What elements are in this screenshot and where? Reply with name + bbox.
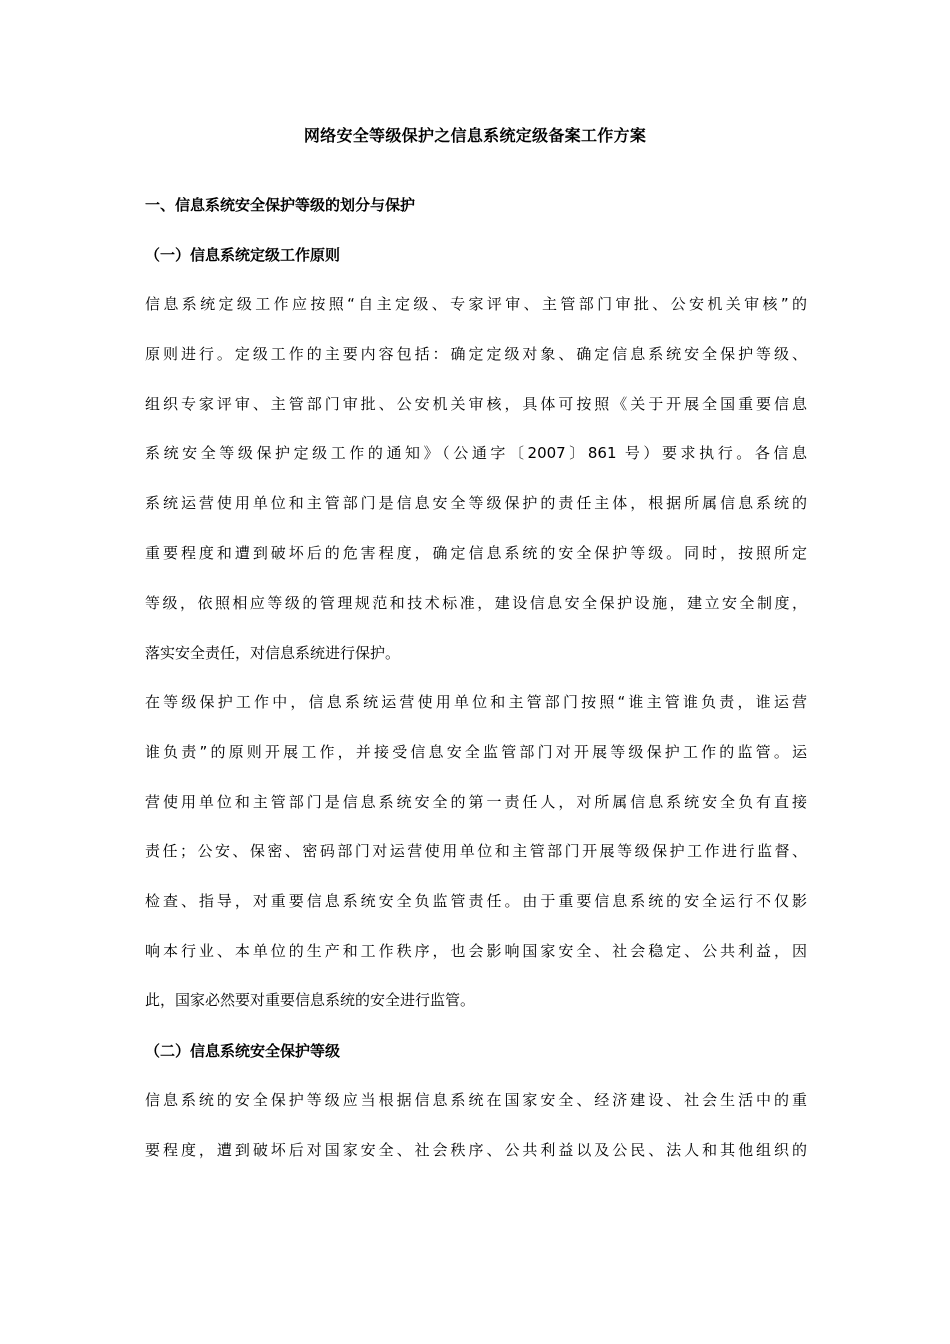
subsection-heading-1: （一）信息系统定级工作原则 bbox=[145, 246, 341, 264]
document-title: 网络安全等级保护之信息系统定级备案工作方案 bbox=[303, 126, 647, 145]
paragraph-line: 重要程度和遭到破坏后的危害程度，确定信息系统的安全保护等级。同时，按照所定 bbox=[145, 544, 807, 562]
paragraph-line: 等级，依照相应等级的管理规范和技术标准，建设信息安全保护设施，建立安全制度， bbox=[145, 594, 807, 612]
section-heading-1: 一、信息系统安全保护等级的划分与保护 bbox=[145, 196, 416, 214]
paragraph-line: 响本行业、本单位的生产和工作秩序，也会影响国家安全、社会稳定、公共利益，因 bbox=[145, 942, 807, 960]
paragraph-line: 系统安全等级保护定级工作的通知》（公通字〔2007〕861 号）要求执行。各信息 bbox=[145, 444, 807, 462]
paragraph-line: 在等级保护工作中，信息系统运营使用单位和主管部门按照“谁主管谁负责，谁运营 bbox=[145, 693, 807, 711]
paragraph-line: 谁负责”的原则开展工作，并接受信息安全监管部门对开展等级保护工作的监管。运 bbox=[145, 743, 807, 761]
paragraph-line: 检查、指导，对重要信息系统安全负监管责任。由于重要信息系统的安全运行不仅影 bbox=[145, 892, 807, 910]
paragraph-line: 信息系统定级工作应按照“自主定级、专家评审、主管部门审批、公安机关审核”的 bbox=[145, 295, 807, 313]
paragraph-line: 营使用单位和主管部门是信息系统安全的第一责任人，对所属信息系统安全负有直接 bbox=[145, 793, 807, 811]
paragraph-line: 信息系统的安全保护等级应当根据信息系统在国家安全、经济建设、社会生活中的重 bbox=[145, 1091, 807, 1109]
paragraph-line: 原则进行。定级工作的主要内容包括：确定定级对象、确定信息系统安全保护等级、 bbox=[145, 345, 807, 363]
paragraph-line: 要程度，遭到破坏后对国家安全、社会秩序、公共利益以及公民、法人和其他组织的 bbox=[145, 1141, 807, 1159]
paragraph-line: 系统运营使用单位和主管部门是信息安全等级保护的责任主体，根据所属信息系统的 bbox=[145, 494, 807, 512]
paragraph-line: 落实安全责任，对信息系统进行保护。 bbox=[145, 644, 401, 662]
paragraph-line: 责任；公安、保密、密码部门对运营使用单位和主管部门开展等级保护工作进行监督、 bbox=[145, 842, 807, 860]
paragraph-line: 此，国家必然要对重要信息系统的安全进行监管。 bbox=[145, 991, 476, 1009]
paragraph-line: 组织专家评审、主管部门审批、公安机关审核，具体可按照《关于开展全国重要信息 bbox=[145, 395, 807, 413]
subsection-heading-2: （二）信息系统安全保护等级 bbox=[145, 1042, 341, 1060]
